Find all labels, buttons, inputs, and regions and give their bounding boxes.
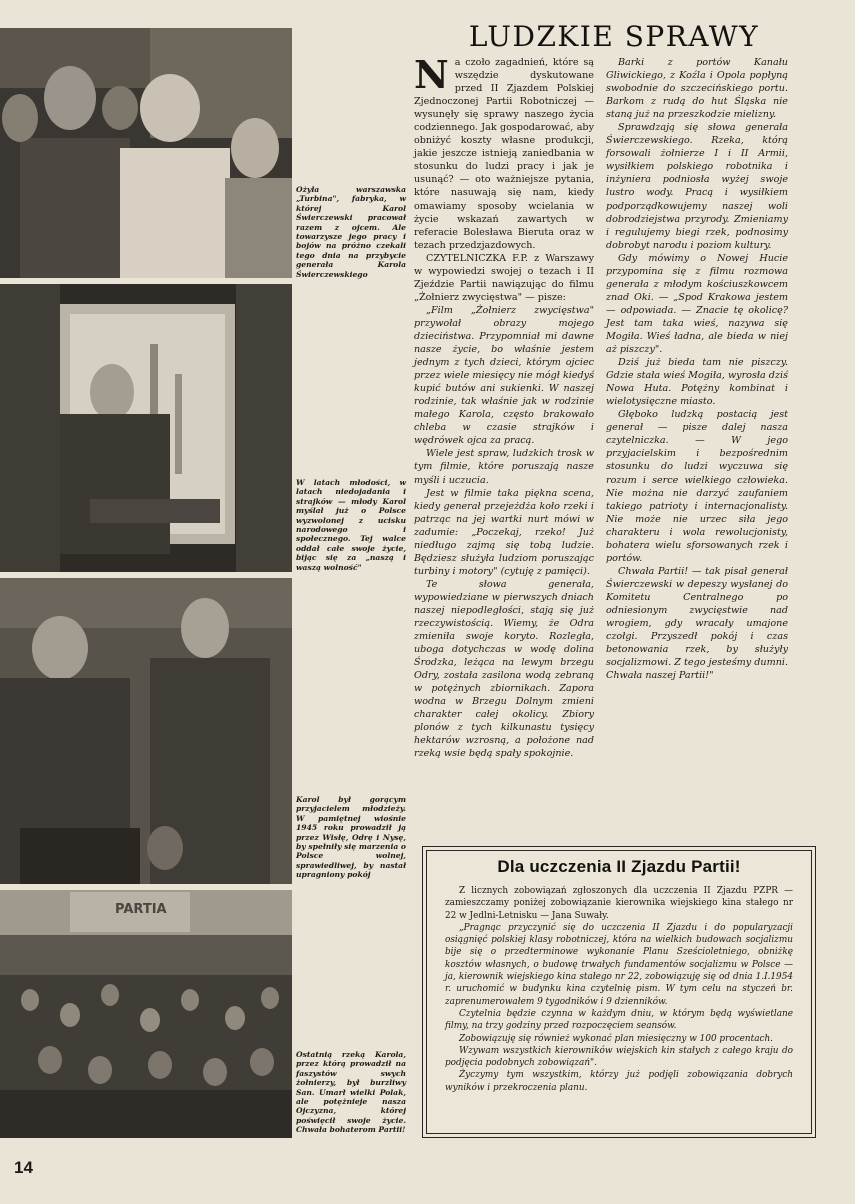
article-column-1 [414, 52, 594, 868]
drop-cap: N [414, 52, 449, 97]
photo-party-crowd-image [0, 890, 292, 1138]
quote-paragraph: Barki z portów Kanału Gliwickiego, z Koźla i Opola popłyną swobodnie do szczecińskiego portu. Barkom z rudą do hut Śląska nie staną już na przeszkodzie mielizny. [606, 57, 788, 121]
quote-paragraph: Głęboko ludzką postacią jest generał — pisze dalej nasza czytelniczka. — W jego przyjacielskim i bezpośrednim stosunku do ludzi wyczuwa się rozum i serce wielkiego człowieka. Nie można nie darzyć zaufaniem takiego patrioty i internacjonalisty. Nie może nie urzec siła jego charakteru i wola rewolucjonisty, bohatera wielu sforsowanych rzek i portów. [606, 409, 788, 564]
pledge-paragraph: Z licznych zobowiązań zgłoszonych dla uczczenia II Zjazdu PZPR — zamieszczamy poniżej zobowiązanie kierownika wiejskiego kina stałego nr 22 w Jedlni-Letnisku — Jana Suwały. [445, 886, 793, 921]
photo-party-crowd [0, 890, 292, 1138]
quote-paragraph: Dziś już bieda tam nie piszczy. Gdzie stała wieś Mogiła, wyrosła dziś Nowa Huta. Potężny kombinat i wielotysięczne miasto. [606, 357, 788, 408]
pledge-box-body [445, 885, 793, 1094]
quote-paragraph: „Film „Żołnierz zwycięstwa" przywołał obrazy mojego dzieciństwa. Przypomniał mi dawne nasze życie, bo właśnie jestem jednym z tych dzieci, którym ojciec przez wiele miesięcy nie mógł kiedyś kupić butów ani sukienki. W naszej rodzinie, tak właśnie jak w rodzinie małego Karola, często brakowało chleba w czasie strajków i wędrówek ojca za pracą. [414, 304, 594, 447]
photo-general-and-soldier-image [0, 578, 292, 884]
photo-factory-workers-image [0, 28, 292, 278]
caption-3: Karol był gorącym przyjacielem młodzieży. W pamiętnej wiośnie 1945 roku prowadził ją przez Wisłę, Odrę i Nysę, by spełniły się marzenia o Polsce wolnej, sprawiedliwej, by nastał upragniony pokój [296, 795, 406, 880]
photo-factory-workers [0, 28, 292, 278]
caption-2: W latach młodości, w latach niedojadania i strajków — młody Karol myślał już o Polsce wyzwolonej z ucisku narodowego i społecznego. Tej walce oddał całe swoje życie, bijąc się za „naszą i waszą wolność" [296, 478, 406, 572]
pledge-paragraph: Czytelnia będzie czynna w każdym dniu, w którym będą wyświetlane filmy, na trzy godziny przed rozpoczęciem seansów. [445, 1008, 793, 1032]
photo-young-karol-window-image [0, 284, 292, 572]
page-number: 14 [14, 1158, 33, 1177]
article-lead-text: a czoło zagadnień, które są wszędzie dyskutowane przed II Zjazdem Polskiej Zjednoczonej Partii Robotniczej — wysunęły się sprawy naszego życia codziennego. Jak gospodarować, aby obniżyć koszty własne produkcji, jakie jeszcze istnieją zaniedbania w stosunku do ludzi pracy i jak je usunąć? — oto ważniejsze pytania, które nasuwają się nam, kiedy omawiamy sposoby wcielania w życie wskazań zawartych w referacie Bolesława Bieruta oraz w tezach przedzjazdowych. [414, 57, 594, 251]
quote-paragraph: Chwała Partii! — tak pisał generał Świerczewski w depeszy wysłanej do Komitetu Centralnego po odniesionym zwycięstwie nad wrogiem, gdy wracały umajone czołgi. Przyszedł pokój i czas betonowania rzek, by służyły socjalizmowi. Z tego jesteśmy dumni. Chwała naszej Partii!" [606, 565, 788, 682]
photo-young-karol-window [0, 284, 292, 572]
pledge-paragraph: Zobowiązuję się również wykonać plan miesięczny w 100 procentach. [459, 1033, 774, 1044]
pledge-box [422, 846, 816, 1138]
pledge-box-title: Dla uczczenia II Zjazdu Partii! [497, 857, 741, 876]
photo-general-and-soldier [0, 578, 292, 884]
article-lead [414, 52, 594, 252]
quote-paragraph: Jest w filmie taka piękna scena, kiedy generał przejeżdża koło rzeki i patrząc na jej wartki nurt mówi w zadumie: „Poczekaj, rzeko! Już niedługo zajmą się tobą ludzie. Będziesz służyła ludziom poruszając turbiny i motory" (cytuję z pamięci). [414, 487, 594, 577]
caption-4: Ostatnią rzeką Karola, przez którą prowadził na faszystów swych żołnierzy, był burzliwy San. Umarł wielki Polak, ale potężnieje nasza Ojczyzna, której poświęcił swoje życie. Chwała bohaterom Partii! [296, 1050, 406, 1135]
article-headline: LUDZKIE SPRAWY [468, 20, 760, 53]
article-paragraph: CZYTELNICZKA F.P. z Warszawy w wypowiedzi swojej o tezach i II Zjeździe Partii nawiązując do filmu „Żołnierz zwycięstwa" — pisze: [414, 252, 594, 303]
caption-1: Ożyła warszawska „Turbina", fabryka, w której Karol Świerczewski pracował razem z ojcem. Ale towarzysze jego pracy i bojów na próżno czekali tego dnia na przybycie generała Karola Świerczewskiego [296, 185, 406, 279]
pledge-paragraph: „Pragnąc przyczynić się do uczczenia II Zjazdu i do popularyzacji osiągnięć polskiej klasy robotniczej, która na wielkich budowach socjalizmu bije się o przedterminowe wykonanie Planu Sześcioletniego, obniżkę kosztów własnych, o budowę trwałych fundamentów socjalizmu w Polsce — ja, kierownik wiejskiego kina stałego nr 22, zobowiązuję się od dnia 1.I.1954 r. uruchomić w budynku kina czytelnię pism. W tym celu na styczeń br. zaprenumerowałem 9 tygodników i 9 dzienników. [445, 922, 793, 1007]
quote-paragraph: Gdy mówimy o Nowej Hucie przypomina się z filmu rozmowa generała z młodym kościuszkowcem znad Oki. — „Spod Krakowa jestem — odpowiada. — Znacie tę okolicę? Jest tam taka wieś, nazywa się Mogiła. Wieś ładna, ale bieda w niej aż piszczy". [606, 252, 788, 356]
party-sign-text: PARTIA [115, 902, 167, 917]
pledge-paragraph: Życzymy tym wszystkim, którzy już podjęli zobowiązania dobrych wyników i przekroczenia planu. [445, 1070, 793, 1093]
quote-paragraph: Te słowa generała, wypowiedziane w pierwszych dniach naszej niepodległości, stają się już rzeczywistością. Wiemy, że Odra zmieniła swoje koryto. Rozległa, uboga dotychczas w wodę dolina Środzka, leżąca na lewym brzegu Odry, została zasilona wodą zebraną w potężnych zbiornikach. Zapora wodna w Brzegu Dolnym zmieni charakter całej okolicy. Zbiory plonów z tych kilkunastu tysięcy hektarów wzrosną, a położone nad rzeką wsie będą spały spokojnie. [414, 578, 594, 760]
pledge-paragraph: Wzywam wszystkich kierowników wiejskich kin stałych z całego kraju do podjęcia podobnych zobowiązań". [445, 1045, 793, 1069]
article-column-2 [606, 56, 788, 836]
quote-paragraph: Wiele jest spraw, ludzkich trosk w tym filmie, które poruszają nasze myśli i uczucia. [414, 448, 594, 486]
quote-paragraph: Sprawdzają się słowa generała Świerczewskiego. Rzeka, którą forsowali żołnierze I i II Armii, wysiłkiem polskiego robotnika i inżyniera podniosła wyżej swoje lustro wody. Pracą i wysiłkiem podporządkowujemy naszej woli dobrodziejstwa przyrody. Zmieniamy i regulujemy biegi rzek, podnosimy dobrobyt narodu i poziom kultury. [606, 122, 788, 251]
